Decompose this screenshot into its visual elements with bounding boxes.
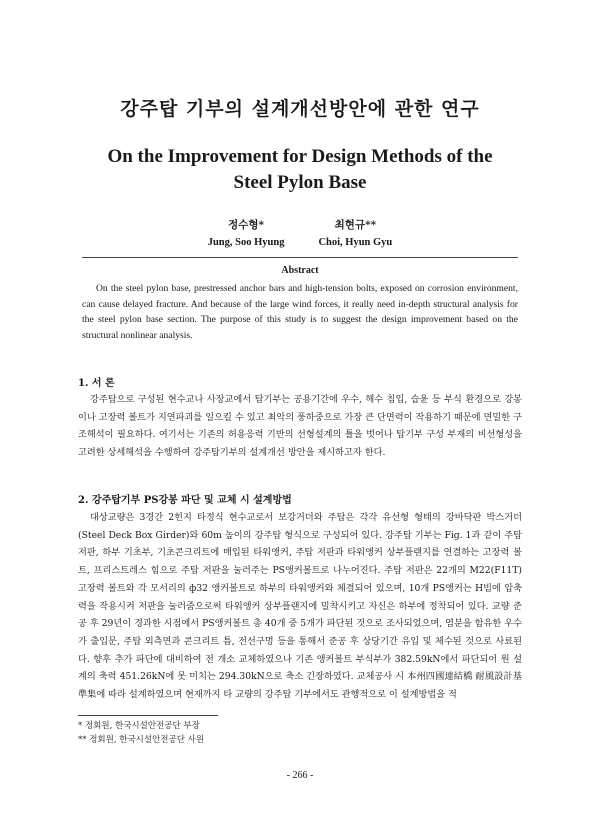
footnotes (78, 719, 498, 747)
author-2-name-korean: 최현규** (334, 219, 377, 231)
abstract-text: On the steel pylon base, prestressed anchor bars and high-tension bolts, exposed on corrosion environment, can cause delayed fracture. And because of the large wind forces, it really need in-depth structural analysis for the steel pylon base section. The purpose of this study is to suggest the design improvement based on the structural nonlinear analysis. (82, 283, 518, 341)
header-divider (82, 257, 518, 258)
footnote-2: ** 정회원, 한국시설안전공단 사원 (78, 735, 205, 745)
section-1-heading: 1. 서 론 (78, 378, 115, 389)
section-1-paragraph: 강주탑으로 구성된 현수교나 사장교에서 탑기부는 공용기간에 우수, 해수 침입, 습윤 등 부식 환경으로 강봉이나 고장력 볼트가 지연파괴를 일으킬 수 있고 최악의 풍하중으로 가장 큰 단면력이 작용하기 때문에 면밀한 구조해석이 필요하다. 여기서는 기존의 허용응력 기반의 선형설계의 틀을 벗어나 탑기부 구성 부재의 비선형성을 고려한 상세해석을 수행하여 강주탑기부의 설계개선 방안을 제시하고자 한다. (78, 394, 522, 459)
author-list (0, 216, 600, 252)
footnote-1: * 정회원, 한국시설안전공단 부장 (78, 721, 200, 731)
author-2-name-english: Choi, Hyun Gyu (318, 237, 393, 248)
section-2-heading: 2. 강주탑기부 PS강봉 파단 및 교체 시 설계방법 (78, 495, 292, 506)
author-1 (208, 216, 285, 252)
abstract-heading: Abstract (281, 265, 319, 276)
title-english-line-2: Steel Pylon Base (233, 172, 367, 193)
author-1-name-english: Jung, Soo Hyung (207, 237, 285, 248)
paper-title-english (0, 144, 600, 196)
title-english-line-1: On the Improvement for Design Methods of the (107, 146, 493, 167)
footnote-divider (78, 715, 218, 716)
section-2-paragraph: 대상교량은 3경간 2힌지 타정식 현수교로서 보강거더와 주탑은 각각 유선형 형태의 강바닥판 박스거더(Steel Deck Box Girder)와 60m 높이의 강주탑 형식으로 구성되어 있다. 강주탑 기부는 Fig. 1과 같이 주탑 저판, 하부 기초부, 기초콘크리트에 매입된 타워앵커, 주탑 저판과 타워앵커 상부플랜지를 연결하는 고장력 볼트, 프리스트레스 힘으로 주탑 저판을 눌러주는 PS앵커볼트로 나누어진다. 주탑 저판은 22개의 M22(F11T) 고장력 볼트와 각 모서리의 ф32 앵커볼트로 하부의 타워앵커와 체결되어 있으며, 10개 PS앵커는 H빔에 압축력을 작용시켜 저판을 눌러줌으로써 타워앵커 상부플랜지에 밀착시키고 자신은 하부에 정착되어 있다. 교량 준공 후 29년이 경과한 시점에서 PS앵커볼트 총 40개 중 5개가 파단된 것으로 조사되었으며, 염분을 함유한 우수가 출입문, 주탑 외측면과 콘크리트 틈, 전선구멍 등을 통해서 준공 후 상당기간 유입 및 체수된 것으로 사료된다. 향후 추가 파단에 대비하여 전 개소 교체하였으나 기존 앵커볼트 부식부가 382.59kN에서 파단되어 원 설계의 축력 451.26kN에 못 미치는 294.30kN으로 축소 긴장하였다. 교체공사 시 本州四國連結橋 耐風設計基準集에 따라 설계하였으며 현재까지 타 교량의 강주탑 기부에서도 관행적으로 이 설계방법을 적 (78, 512, 522, 701)
author-2 (318, 216, 392, 252)
author-1-name-korean: 정수형* (228, 219, 265, 231)
page-number: - 266 - (286, 770, 314, 781)
paper-title-korean: 강주탑 기부의 설계개선방안에 관한 연구 (120, 98, 480, 120)
